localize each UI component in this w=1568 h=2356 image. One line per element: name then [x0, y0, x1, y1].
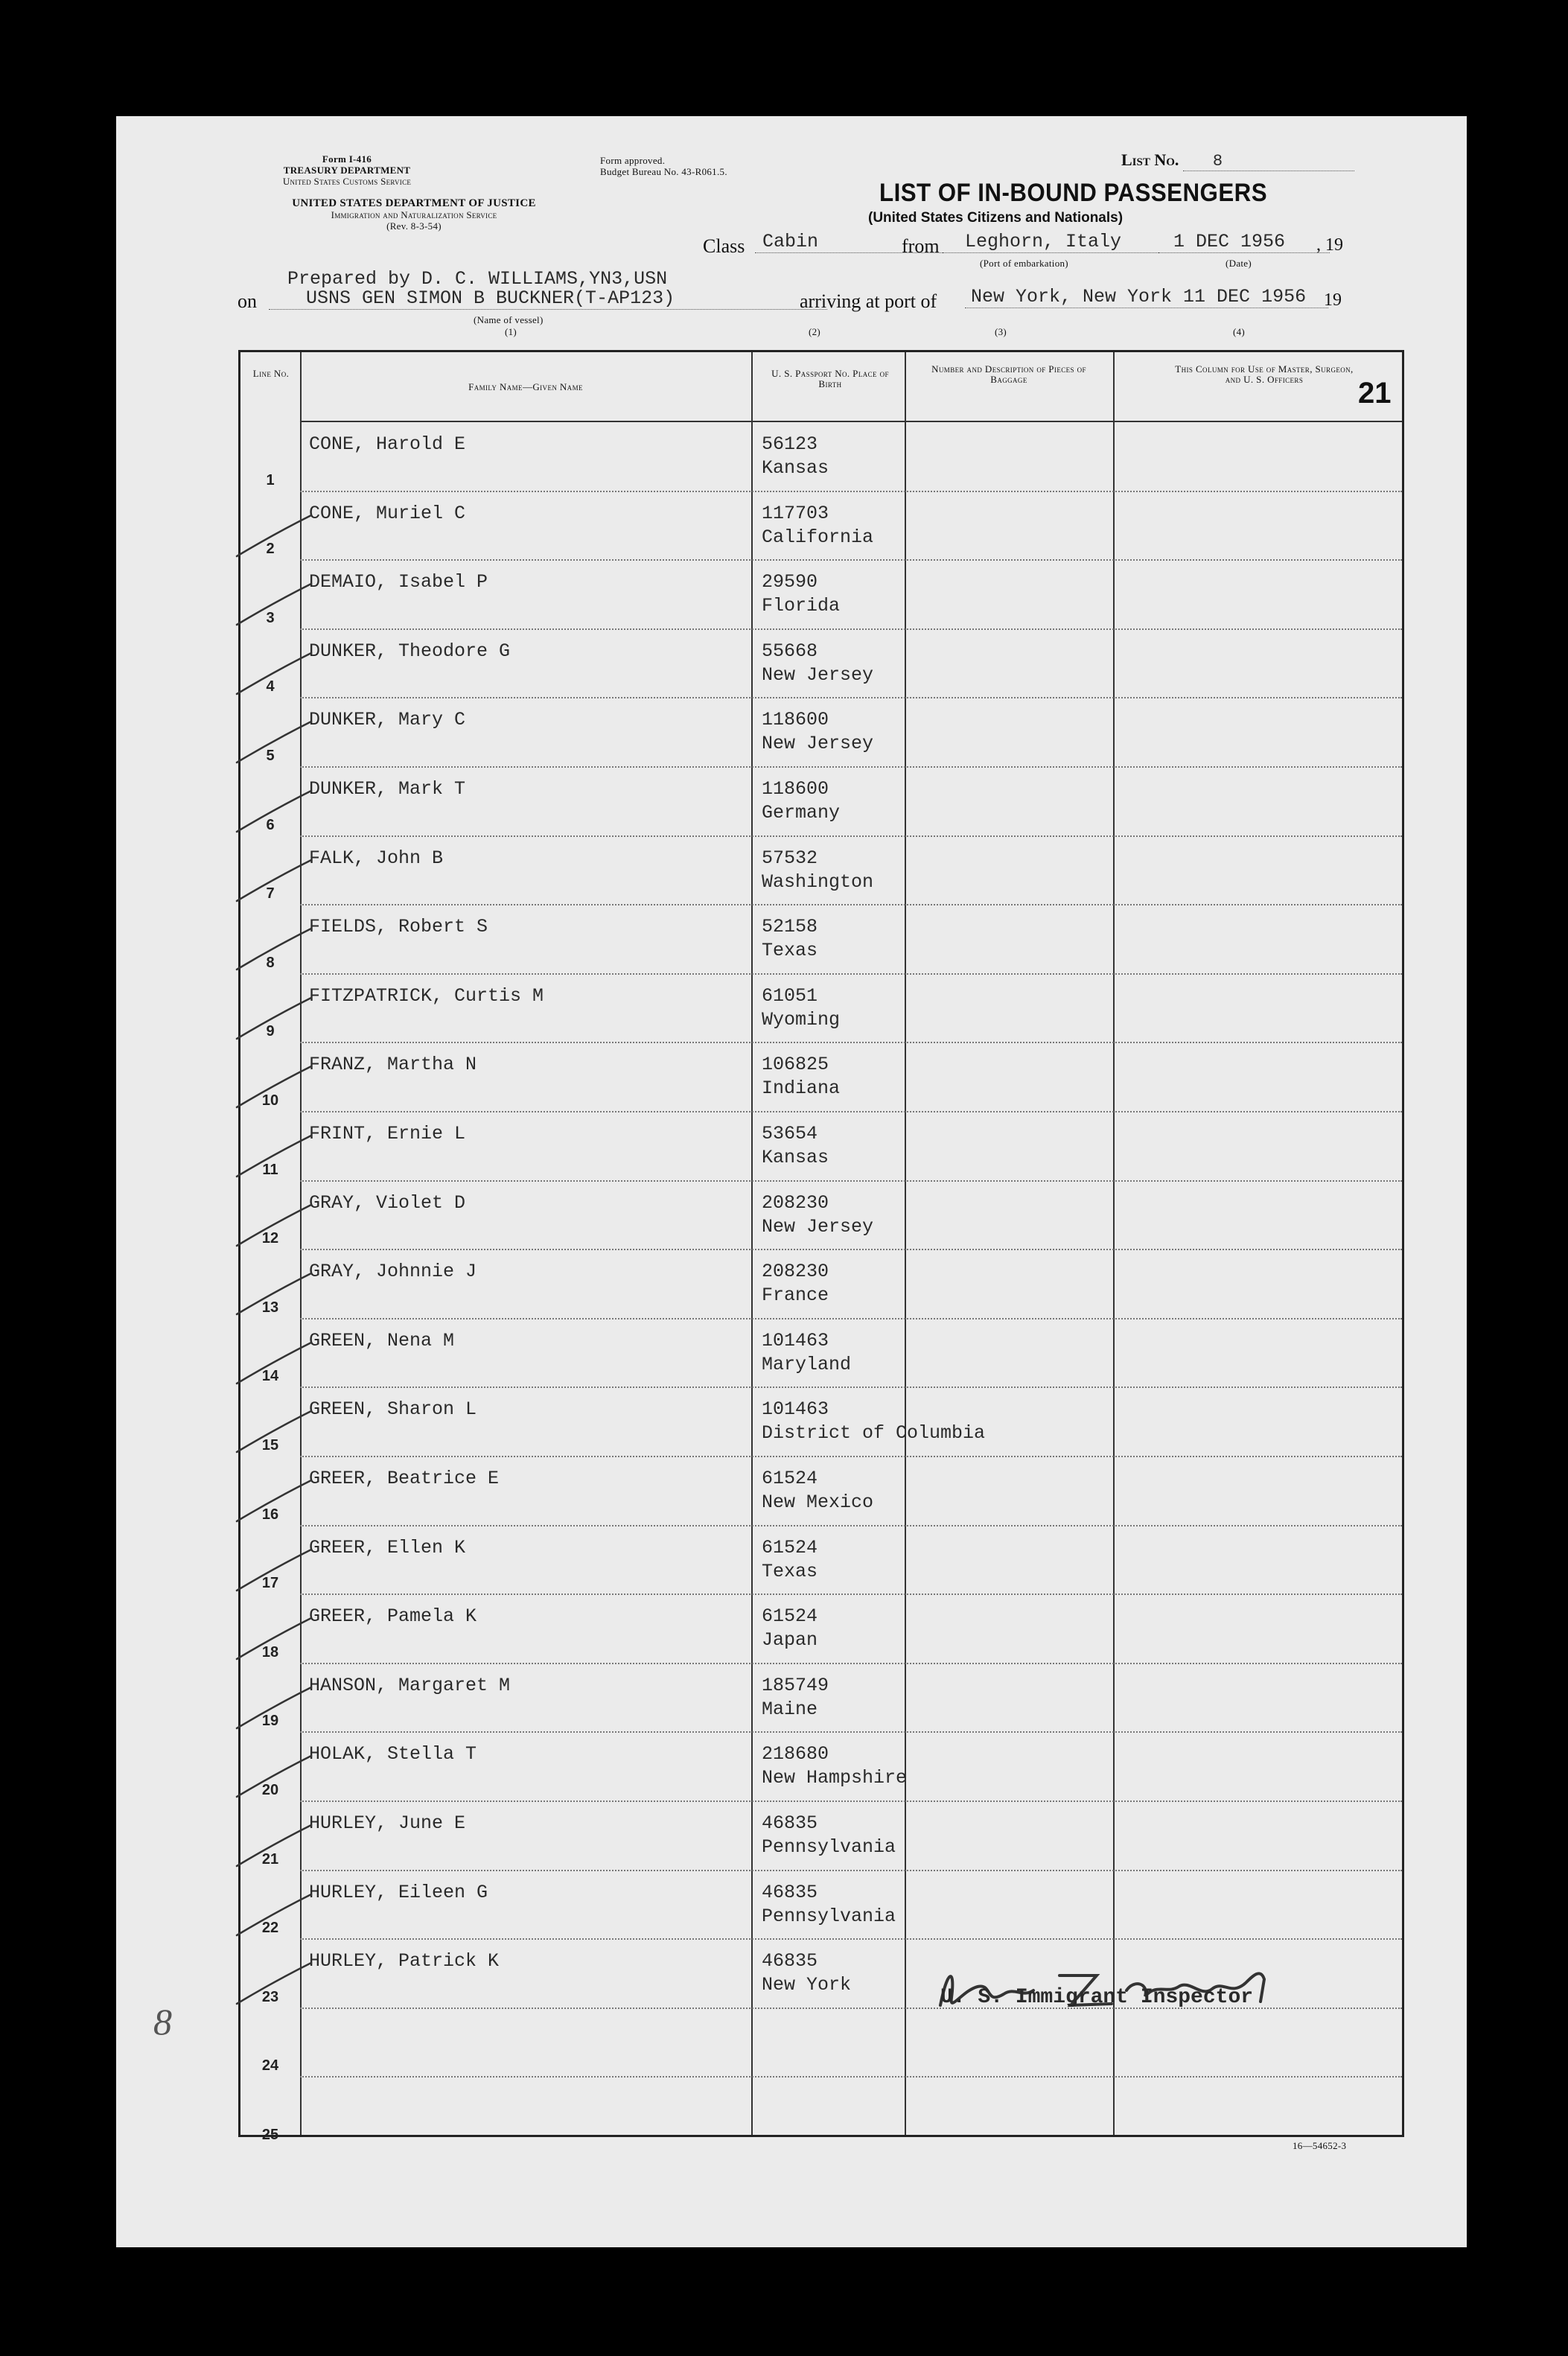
from-value: Leghorn, Italy: [943, 231, 1159, 253]
passport-number: 61524: [762, 1468, 818, 1489]
passport-number: 52158: [762, 916, 818, 938]
passenger-name: GRAY, Johnnie J: [309, 1261, 477, 1283]
prepared-by: Prepared by D. C. WILLIAMS,YN3,USN: [287, 268, 668, 290]
col4-caption: (4): [1233, 326, 1246, 337]
line-number: 19: [261, 1713, 279, 1730]
line-number: 8: [266, 954, 275, 971]
footer-form-code: 16—54652-3: [1293, 2140, 1347, 2151]
table-row: [240, 1733, 1402, 1802]
passenger-table: [238, 350, 1404, 2143]
margin-note: 8: [153, 2001, 172, 2043]
line-number: 25: [261, 2126, 279, 2143]
passenger-name: HOLAK, Stella T: [309, 1743, 477, 1766]
place-of-birth: New Jersey: [762, 1215, 874, 1238]
place-of-birth: France: [762, 1284, 829, 1307]
table-row: [240, 1182, 1402, 1251]
from-caption: (Port of embarkation): [980, 258, 1068, 269]
line-number: 2: [266, 541, 275, 558]
passenger-name: GREEN, Sharon L: [309, 1398, 477, 1421]
passenger-name: GREEN, Nena M: [309, 1329, 455, 1351]
passport-number: 61524: [762, 1536, 818, 1559]
passenger-name: CONE, Muriel C: [309, 502, 466, 524]
line-number: 20: [261, 1781, 279, 1798]
place-of-birth: Germany: [762, 802, 841, 824]
class-label: Class: [703, 235, 745, 257]
place-of-birth: Maryland: [762, 1353, 852, 1375]
col1-caption: (1): [505, 326, 517, 337]
line-number: 9: [266, 1023, 275, 1040]
form-number: Form I-416: [322, 153, 372, 165]
passenger-name: DUNKER, Mary C: [309, 709, 466, 731]
date-value: 1 DEC 1956: [1159, 231, 1330, 253]
table-row: [240, 1871, 1402, 1940]
passport-number: 208230: [762, 1261, 829, 1283]
list-no-value: 8: [1183, 152, 1354, 171]
inspector-title: U. S. Immigrant Inspector: [940, 1986, 1254, 2009]
passenger-name: FIELDS, Robert S: [309, 916, 488, 938]
list-number-row: [1121, 150, 1354, 171]
table-row: [240, 1319, 1402, 1389]
form-header-left: [220, 153, 474, 187]
passenger-name: GRAY, Violet D: [309, 1191, 466, 1214]
passenger-name: GREER, Ellen K: [309, 1536, 466, 1559]
passenger-name: GREER, Beatrice E: [309, 1468, 500, 1489]
table-row: [240, 423, 1402, 492]
table-row: [240, 1595, 1402, 1664]
on-label: on: [238, 290, 257, 312]
justice-dept: UNITED STATES DEPARTMENT OF JUSTICE: [292, 197, 536, 209]
passenger-name: FRANZ, Martha N: [309, 1054, 477, 1076]
place-of-birth: New Jersey: [762, 663, 874, 686]
approval-block: [600, 155, 727, 177]
passenger-name: FITZPATRICK, Curtis M: [309, 984, 544, 1007]
table-row: [240, 1250, 1402, 1319]
place-of-birth: Pennsylvania: [762, 1905, 896, 1927]
place-of-birth: New Hampshire: [762, 1767, 908, 1789]
table-row: [240, 630, 1402, 699]
line-number: 1: [266, 471, 275, 488]
class-value: Cabin: [755, 231, 1001, 253]
arriving-suffix: 19: [1324, 290, 1342, 310]
line-number: 11: [262, 1161, 278, 1178]
line-number: 22: [261, 1920, 279, 1937]
table-row: [240, 1043, 1402, 1112]
table-row: [240, 698, 1402, 768]
place-of-birth: Maine: [762, 1698, 818, 1720]
passport-number: 56123: [762, 433, 818, 455]
page-subtitle: (United States Citizens and Nationals): [868, 210, 1124, 226]
line-number: 21: [261, 1850, 279, 1868]
form-revision: (Rev. 8-3-54): [386, 220, 442, 232]
table-row: [240, 2078, 1402, 2147]
treasury-dept: TREASURY DEPARTMENT: [283, 165, 411, 176]
line-number: 16: [261, 1506, 279, 1523]
page-title: LIST OF IN-BOUND PASSENGERS: [879, 179, 1268, 207]
line-number: 6: [266, 816, 275, 833]
passport-number: 46835: [762, 1950, 818, 1973]
col2-caption: (2): [809, 326, 821, 337]
line-number: 3: [266, 609, 275, 626]
table-row: [240, 1664, 1402, 1733]
line-number: 17: [261, 1575, 279, 1592]
passport-number: 208230: [762, 1191, 829, 1214]
form-approved: Form approved.: [600, 155, 666, 166]
date-caption: (Date): [1226, 258, 1252, 269]
header-bottom-rule: [300, 421, 1402, 422]
col3-caption: (3): [995, 326, 1007, 337]
passport-number: 55668: [762, 640, 818, 662]
budget-bureau: Budget Bureau No. 43-R061.5.: [600, 166, 727, 177]
table-row: [240, 975, 1402, 1044]
line-number: 12: [261, 1230, 279, 1247]
passenger-name: DUNKER, Mark T: [309, 778, 466, 800]
table-row: [240, 492, 1402, 561]
table-row: [240, 1457, 1402, 1526]
passenger-name: HURLEY, June E: [309, 1812, 466, 1834]
place-of-birth: New Mexico: [762, 1491, 874, 1513]
passport-number: 53654: [762, 1123, 818, 1144]
passport-number: 61524: [762, 1605, 818, 1628]
place-of-birth: District of Columbia: [762, 1422, 986, 1445]
passport-number: 46835: [762, 1812, 818, 1834]
passport-number: 118600: [762, 709, 829, 731]
passenger-name: HURLEY, Eileen G: [309, 1881, 488, 1903]
place-of-birth: Washington: [762, 870, 874, 893]
line-number: 5: [266, 747, 275, 764]
list-no-label: List No.: [1121, 150, 1179, 169]
passport-number: 218680: [762, 1743, 829, 1766]
table-row: [240, 768, 1402, 837]
place-of-birth: Kansas: [762, 457, 829, 479]
passenger-name: FRINT, Ernie L: [309, 1123, 466, 1144]
passenger-name: GREER, Pamela K: [309, 1605, 477, 1628]
passenger-name: CONE, Harold E: [309, 433, 466, 455]
line-number: 7: [266, 885, 275, 902]
line-number: 23: [261, 1988, 279, 2005]
line-number: 18: [261, 1643, 279, 1661]
year-suffix: , 19: [1316, 235, 1343, 255]
header-baggage: Number and Description of Pieces of Baggage: [931, 363, 1086, 385]
arriving-value: New York, New York 11 DEC 1956: [965, 286, 1328, 308]
place-of-birth: California: [762, 526, 874, 548]
header-passport: U. S. Passport No. Place of Birth: [771, 368, 889, 389]
passenger-name: FALK, John B: [309, 847, 444, 869]
table-row: [240, 561, 1402, 630]
place-of-birth: Texas: [762, 940, 818, 962]
passport-number: 101463: [762, 1398, 829, 1421]
customs-service: United States Customs Service: [282, 176, 412, 187]
line-number: 14: [261, 1368, 279, 1385]
line-number: 15: [261, 1436, 279, 1454]
arriving-label: arriving at port of: [800, 290, 937, 312]
vessel-caption: (Name of vessel): [474, 314, 544, 325]
line-number: 10: [261, 1092, 279, 1109]
place-of-birth: Texas: [762, 1560, 818, 1582]
table-row: [240, 1526, 1402, 1596]
passenger-name: DUNKER, Theodore G: [309, 640, 511, 662]
passport-number: 101463: [762, 1329, 829, 1351]
header-name: Family Name—Given Name: [468, 381, 583, 392]
place-of-birth: Japan: [762, 1629, 818, 1652]
table-row: [240, 1388, 1402, 1457]
place-of-birth: Florida: [762, 595, 841, 617]
ins-service: Immigration and Naturalization Service: [331, 209, 497, 220]
line-number: 4: [266, 678, 275, 695]
passport-number: 61051: [762, 984, 818, 1007]
passport-number: 46835: [762, 1881, 818, 1903]
passenger-name: HURLEY, Patrick K: [309, 1950, 500, 1973]
table-row: [240, 1112, 1402, 1182]
passenger-name: DEMAIO, Isabel P: [309, 571, 488, 593]
line-number: 13: [261, 1299, 279, 1316]
passport-number: 29590: [762, 571, 818, 593]
header-line-no: Line No.: [252, 368, 290, 379]
justice-block: [228, 198, 600, 232]
line-number: 24: [261, 2057, 279, 2075]
table-row: [240, 1802, 1402, 1871]
place-of-birth: Kansas: [762, 1147, 829, 1168]
passport-number: 185749: [762, 1674, 829, 1696]
place-of-birth: Pennsylvania: [762, 1836, 896, 1858]
place-of-birth: New York: [762, 1974, 852, 1996]
place-of-birth: Wyoming: [762, 1008, 841, 1031]
sheet-number: 21: [1358, 377, 1392, 410]
table-row: [240, 837, 1402, 906]
passport-number: 118600: [762, 778, 829, 800]
passport-number: 106825: [762, 1054, 829, 1076]
passenger-name: HANSON, Margaret M: [309, 1674, 511, 1696]
place-of-birth: Indiana: [762, 1077, 841, 1100]
from-label: from: [902, 235, 940, 257]
vessel-value: USNS GEN SIMON B BUCKNER(T-AP123): [269, 287, 827, 310]
place-of-birth: New Jersey: [762, 733, 874, 755]
table-row: [240, 905, 1402, 975]
passport-number: 57532: [762, 847, 818, 869]
passport-number: 117703: [762, 502, 829, 524]
header-officers: This Column for Use of Master, Surgeon, and U. S. Officers: [1175, 363, 1354, 385]
